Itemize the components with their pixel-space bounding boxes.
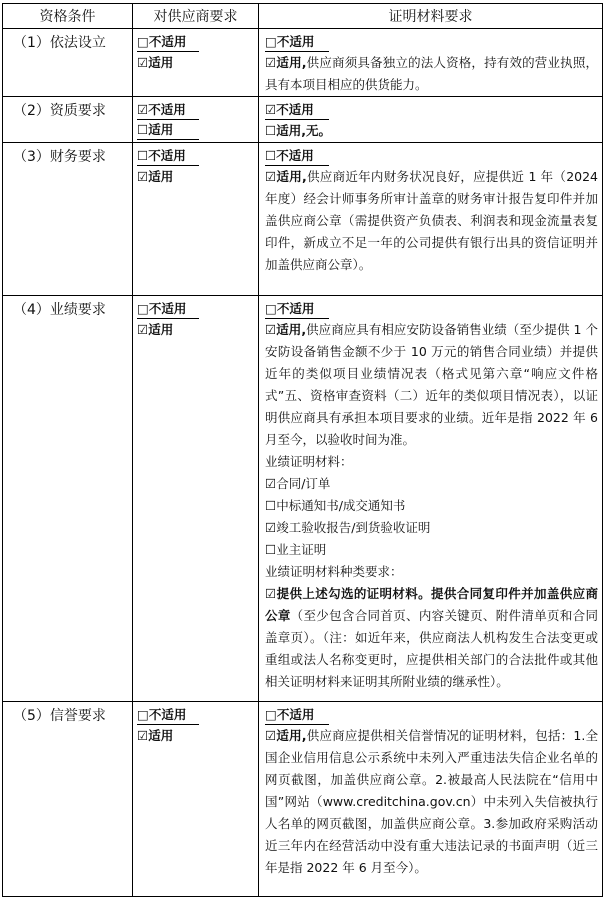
not-applicable-option[interactable]: □不适用 [265,32,329,52]
checkbox-checked-icon: ☑ [137,102,149,117]
evidence-type-title: 业绩证明材料种类要求： [265,564,403,579]
checkbox-unchecked-icon[interactable]: ☐ [265,123,277,138]
material-req-cell [259,296,603,702]
checkbox-checked-icon: ☑ [137,169,149,184]
evidence-item[interactable]: ☑合同/订单 [265,476,331,491]
not-applicable-option[interactable]: □不适用 [265,705,329,725]
table-row [3,143,603,296]
evidence-item[interactable]: ☑竣工验收报告/到货验收证明 [265,520,431,535]
checkbox-unchecked-icon: □ [137,34,149,49]
condition-cell: （4）业绩要求 [3,296,133,702]
material-description: ☑适用,供应商近年内财务状况良好，应提供近 1 年（2024 年度）经会计师事务所审计盖章的财务审计报告复印件并加盖供应商公章（需提供资产负债表、利润表和现金流量表复印件，新成立不足一年的公司提供有银行出具的资信证明并加盖供应商公章）。 [265,169,599,272]
not-applicable-option[interactable]: ☑不适用 [137,100,199,120]
supplier-req-cell [133,143,259,296]
table-row [3,296,603,702]
supplier-req-cell [133,296,259,702]
table-row [3,29,603,97]
condition-cell: （3）财务要求 [3,143,133,296]
not-applicable-option[interactable]: ☐不适用 [137,146,199,166]
qualification-table [2,3,603,897]
checkbox-checked-icon: ☑ [137,728,149,743]
material-req-cell [259,97,603,143]
checkbox-checked-icon[interactable]: ☑ [265,586,277,601]
header-material-req: 证明材料要求 [259,4,603,29]
not-applicable-option[interactable]: □不适用 [137,32,199,52]
checkbox-unchecked-icon: ☐ [265,148,277,163]
applicable-option[interactable]: ☑适用 [137,322,174,337]
evidence-item[interactable]: ☐业主证明 [265,542,327,557]
checkbox-checked-icon: ☑ [265,102,277,117]
checkbox-unchecked-icon: □ [137,301,149,316]
material-req-cell [259,702,603,897]
header-row [3,4,603,29]
checkbox-unchecked-icon: □ [265,301,277,316]
material-description: ☑适用,供应商应提供相关信誉情况的证明材料，包括：1.全国企业信用信息公示系统中未列入严重违法失信企业名单的网页截图，加盖供应商公章。2.被最高人民法院在“信用中国”网站（www.creditchina.gov.cn）中未列入失信被执行人名单的网页截图，加盖供应商公章。3.参加政府采购活动近三年内在经营活动中没有重大违法记录的书面声明（近三年是指 2022 年 6 月至今）。 [265,728,598,875]
condition-cell: （1）依法设立 [3,29,133,97]
checkbox-checked-icon[interactable]: ☑ [265,55,277,70]
condition-cell: （5）信誉要求 [3,702,133,897]
checkbox-unchecked-icon: □ [137,707,149,722]
checkbox-checked-icon: ☑ [137,322,149,337]
applicable-option[interactable]: ☑适用 [137,169,174,184]
checkbox-checked-icon[interactable]: ☑ [265,728,277,743]
applicable-option[interactable]: ☑适用 [137,728,174,743]
header-supplier-req: 对供应商要求 [133,4,259,29]
header-condition: 资格条件 [3,4,133,29]
material-description: ☑适用,供应商应具有相应安防设备销售业绩（至少提供 1 个安防设备销售金额不少于 10 万元的销售合同业绩）并提供近年的类似项目业绩情况表（格式见第六章“响应文件格式”五、资格审查资料（二）近年的类似项目情况表），以证明供应商具有承担本项目要求的业绩。近年是指 2022 年 6 月至今，以验收时间为准。 [265,322,598,447]
checkbox-unchecked-icon: ☐ [265,542,277,557]
material-description: ☐适用,无。 [265,123,331,138]
applicable-option[interactable]: ☑适用 [137,55,174,70]
checkbox-checked-icon[interactable]: ☑ [265,322,277,337]
checkbox-unchecked-icon: ☐ [137,148,149,163]
evidence-item[interactable]: ☐中标通知书/成交通知书 [265,498,406,513]
checkbox-unchecked-icon: □ [265,707,277,722]
not-applicable-option[interactable]: □不适用 [137,705,199,725]
supplier-req-cell [133,97,259,143]
checkbox-checked-icon: ☑ [265,476,277,491]
condition-cell: （2）资质要求 [3,97,133,143]
material-description: ☑适用,供应商须具备独立的法人资格，持有效的营业执照，具有本项目相应的供货能力。 [265,55,598,92]
checkbox-unchecked-icon: ☐ [137,122,149,137]
applicable-option[interactable]: ☐适用 [137,120,199,140]
checkbox-checked-icon[interactable]: ☑ [265,169,277,184]
evidence-type-description: ☑提供上述勾选的证明材料。提供合同复印件并加盖供应商公章（至少包含合同首页、内容关键页、附件清单页和合同盖章页）。（注：如近年来，供应商法人机构发生合法变更或重组或法人名称变更时，应提供相关部门的合法批件或其他相关证明材料来证明其所附业绩的继承性）。 [265,586,598,689]
material-req-cell [259,143,603,296]
supplier-req-cell [133,702,259,897]
not-applicable-option[interactable]: □不适用 [137,299,199,319]
table-row [3,702,603,897]
supplier-req-cell [133,29,259,97]
checkbox-checked-icon: ☑ [137,55,149,70]
not-applicable-option[interactable]: ☑不适用 [265,100,329,120]
checkbox-checked-icon: ☑ [265,520,277,535]
material-req-cell [259,29,603,97]
not-applicable-option[interactable]: ☐不适用 [265,146,329,166]
not-applicable-option[interactable]: □不适用 [265,299,329,319]
table-row [3,97,603,143]
evidence-title: 业绩证明材料： [265,454,353,469]
checkbox-unchecked-icon: ☐ [265,498,277,513]
checkbox-unchecked-icon: □ [265,34,277,49]
